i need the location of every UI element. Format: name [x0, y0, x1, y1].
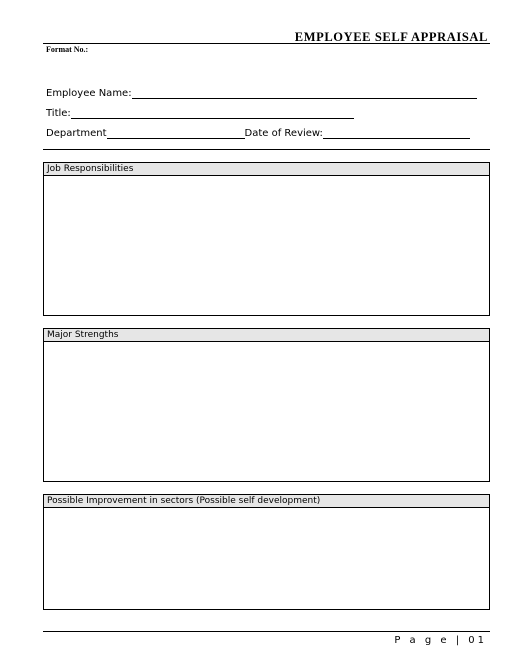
major-strengths-header: Major Strengths	[44, 329, 489, 342]
department-blank[interactable]	[107, 138, 245, 139]
employee-name-row	[46, 88, 477, 100]
possible-improvement-area[interactable]	[44, 508, 489, 609]
date-of-review-blank[interactable]	[323, 138, 470, 139]
title-underline	[43, 43, 490, 44]
employee-name-label: Employee Name:	[46, 88, 132, 99]
job-responsibilities-area[interactable]	[44, 176, 489, 315]
date-of-review-label: Date of Review:	[244, 128, 323, 139]
department-label: Department	[46, 128, 107, 139]
department-row	[46, 128, 470, 140]
major-strengths-section	[43, 328, 490, 482]
footer-rule	[43, 631, 490, 632]
document-title: EMPLOYEE SELF APPRAISAL	[294, 30, 488, 44]
possible-improvement-section	[43, 494, 490, 610]
major-strengths-area[interactable]	[44, 342, 489, 481]
employee-name-blank[interactable]	[132, 98, 477, 99]
title-row	[46, 108, 354, 120]
job-responsibilities-section	[43, 162, 490, 316]
format-number-label: Format No.:	[46, 45, 89, 54]
page-number: P a g e | 01	[394, 635, 487, 646]
possible-improvement-header: Possible Improvement in sectors (Possible self development)	[44, 495, 489, 508]
job-responsibilities-header: Job Responsibilities	[44, 163, 489, 176]
title-blank[interactable]	[71, 118, 354, 119]
title-label: Title:	[46, 108, 71, 119]
fields-divider	[43, 149, 490, 150]
